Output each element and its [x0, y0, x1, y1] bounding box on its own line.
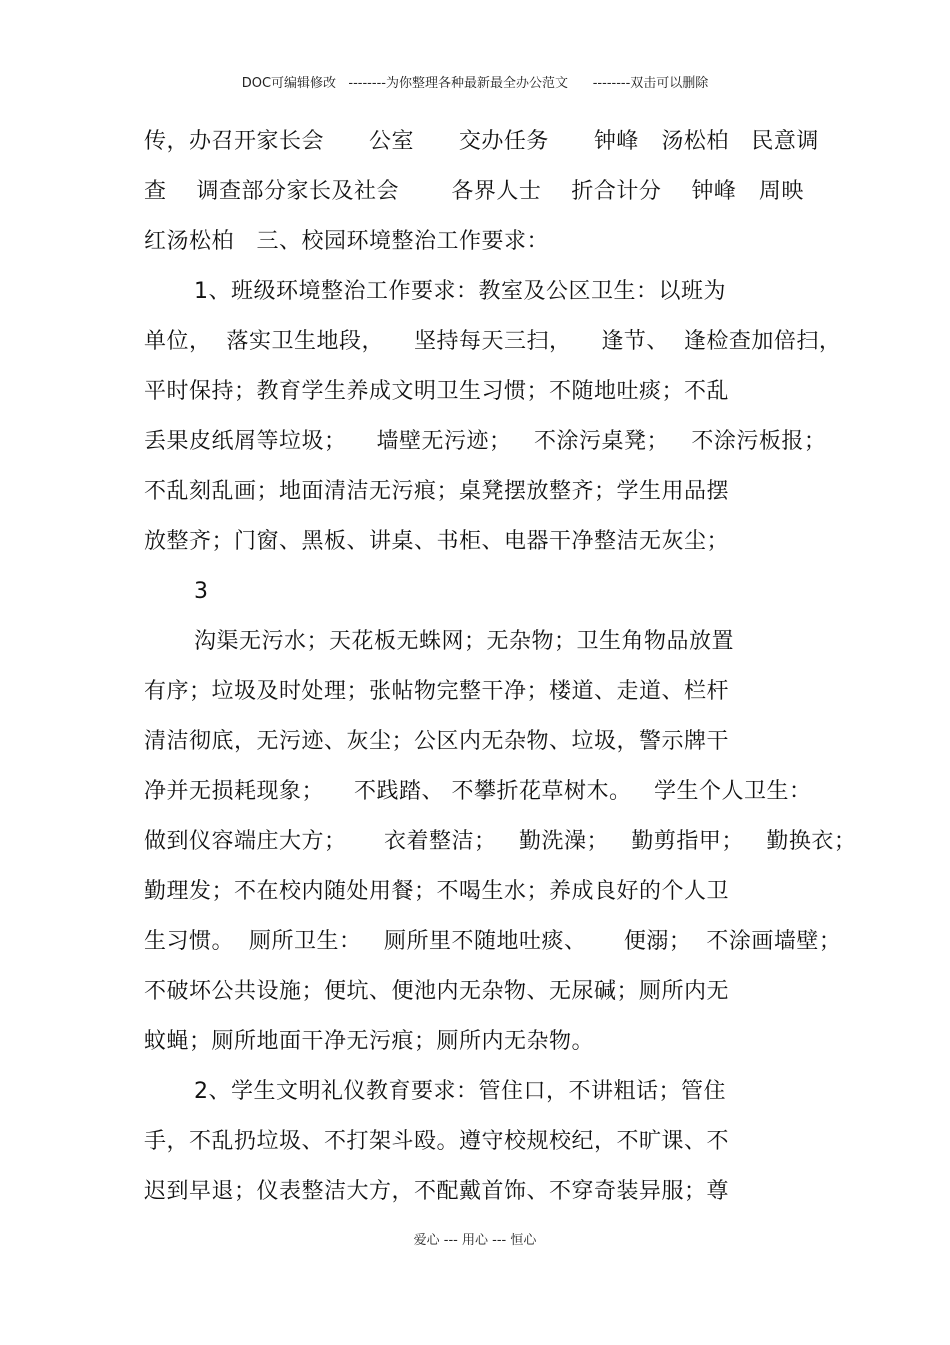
text-line: 2、学生文明礼仪教育要求：管住口，不讲粗话；管住 [194, 1079, 726, 1104]
page-header: DOC可编辑修改 --------为你整理各种最新最全办公范文 --------双击可以删除 [241, 76, 709, 91]
text-line: 传，办召开家长会 公室 交办任务 钟峰 汤松柏 民意调 [144, 129, 819, 154]
text-line: 不乱刻乱画；地面清洁无污痕；桌凳摆放整齐；学生用品摆 [144, 479, 730, 504]
page-footer: 爱心 --- 用心 --- 恒心 [413, 1233, 537, 1248]
text-line: 查 调查部分家长及社会 各界人士 折合计分 钟峰 周映 [144, 179, 804, 204]
text-line: 丢果皮纸屑等垃圾； 墙壁无污迹； 不涂污桌凳； 不涂污板报； [144, 429, 827, 454]
text-line: 平时保持；教育学生养成文明卫生习惯；不随地吐痰；不乱 [144, 379, 730, 404]
text-line: 清洁彻底，无污迹、灰尘；公区内无杂物、垃圾，警示牌干 [144, 729, 730, 754]
text-line: 迟到早退；仪表整洁大方，不配戴首饰、不穿奇装异服；尊 [144, 1179, 730, 1204]
text-line: 净并无损耗现象； 不践踏、 不攀折花草树木。 学生个人卫生： [144, 779, 812, 804]
text-line: 做到仪容端庄大方； 衣着整洁； 勤洗澡； 勤剪指甲； 勤换衣； [144, 829, 857, 854]
text-line: 手，不乱扔垃圾、不打架斗殴。遵守校规校纪，不旷课、不 [144, 1129, 730, 1154]
page-number: 3 [194, 579, 209, 604]
text-line: 1、班级环境整治工作要求：教室及公区卫生：以班为 [194, 279, 726, 304]
text-line: 沟渠无污水；天花板无蛛网；无杂物；卫生角物品放置 [194, 629, 735, 654]
text-line: 蚊蝇；厕所地面干净无污痕；厕所内无杂物。 [144, 1029, 595, 1054]
text-line: 有序；垃圾及时处理；张帖物完整干净；楼道、走道、栏杆 [144, 679, 730, 704]
text-line: 勤理发；不在校内随处用餐；不喝生水；养成良好的个人卫 [144, 879, 730, 904]
text-line: 不破坏公共设施；便坑、便池内无杂物、无尿碱；厕所内无 [144, 979, 730, 1004]
text-line: 红汤松柏 三、校园环境整治工作要求： [144, 229, 549, 254]
text-line: 单位， 落实卫生地段， 坚持每天三扫， 逢节、 逢检查加倍扫， [144, 329, 842, 354]
text-line: 放整齐；门窗、黑板、讲桌、书柜、电器干净整洁无灰尘； [144, 529, 730, 554]
text-line: 生习惯。 厕所卫生： 厕所里不随地吐痰、 便溺； 不涂画墙壁； [144, 929, 842, 954]
